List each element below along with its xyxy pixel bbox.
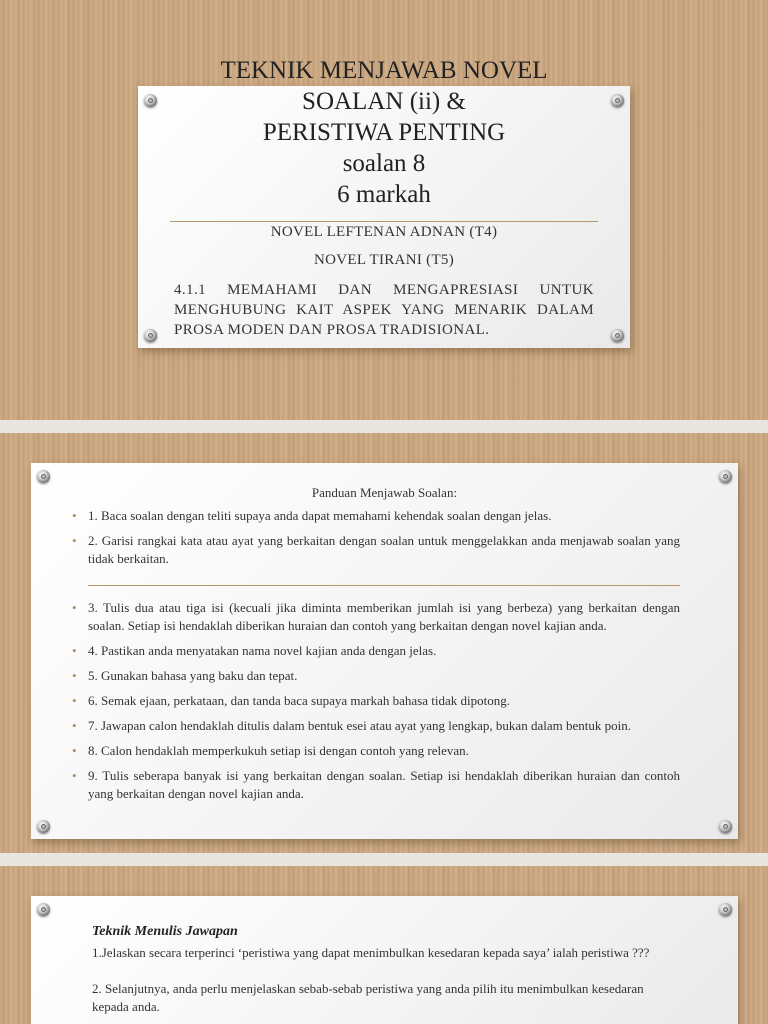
guide-list-top [72, 507, 680, 575]
bullet-icon: • [72, 643, 77, 658]
divider [170, 221, 598, 222]
slide-separator [0, 853, 768, 866]
list-item: • 3. Tulis dua atau tiga isi (kecuali jika diminta memberikan jumlah isi yang berbeza) yang berkaitan dengan soalan. Setiap isi hendaklah diberikan huraian dan contoh yang berkaitan dengan novel kajian anda. [72, 600, 680, 633]
guide-list-bottom [72, 599, 680, 810]
bullet-icon: • [72, 533, 77, 548]
subtitle-novel-t4: NOVEL LEFTENAN ADNAN (T4) [270, 224, 498, 240]
pushpin-icon [719, 470, 732, 483]
subtitle-novel-t5: NOVEL TIRANI (T5) [313, 252, 455, 268]
slide-1 [0, 0, 768, 420]
divider [88, 585, 680, 586]
title-line: soalan 8 [342, 150, 426, 177]
list-item: • 2. Garisi rangkai kata atau ayat yang berkaitan dengan soalan untuk menggelakkan anda menjawab soalan yang tidak berkaitan. [72, 533, 680, 566]
technique-title: Teknik Menulis Jawapan [92, 924, 238, 939]
pushpin-icon [37, 470, 50, 483]
guide-card [31, 463, 738, 839]
pushpin-icon [144, 329, 157, 342]
bullet-icon: • [72, 508, 77, 523]
technique-paragraph-2: 2. Selanjutnya, anda perlu menjelaskan sebab-sebab peristiwa yang anda pilih itu menimbulkan kesedaran kepada anda. [92, 981, 644, 1014]
list-item: • 7. Jawapan calon hendaklah ditulis dalam bentuk esei atau ayat yang lengkap, bukan dalam bentuk poin. [72, 718, 631, 733]
title-line: SOALAN (ii) & [302, 88, 466, 115]
bullet-icon: • [72, 743, 77, 758]
list-item: • 1. Baca soalan dengan teliti supaya anda dapat memahami kehendak soalan dengan jelas. [72, 508, 552, 523]
list-item: • 8. Calon hendaklah memperkukuh setiap isi dengan contoh yang relevan. [72, 743, 469, 758]
pushpin-icon [719, 903, 732, 916]
slide-title [0, 55, 768, 210]
learning-standard: 4.1.1 MEMAHAMI DAN MENGAPRESIASI UNTUK MENGHUBUNG KAIT ASPEK YANG MENARIK DALAM PROSA MODEN DAN PROSA TRADISIONAL. [174, 282, 594, 338]
bullet-icon: • [72, 718, 77, 733]
technique-paragraph-1: 1.Jelaskan secara terperinci ‘peristiwa yang dapat menimbulkan kesedaran kepada saya’ ialah peristiwa ??? [92, 945, 650, 960]
bullet-icon: • [72, 768, 77, 783]
title-line: 6 markah [337, 181, 431, 208]
slide-2 [0, 433, 768, 853]
pushpin-icon [719, 820, 732, 833]
bullet-icon: • [72, 693, 77, 708]
title-line: PERISTIWA PENTING [262, 119, 506, 146]
guide-heading: Panduan Menjawab Soalan: [311, 485, 458, 500]
slide-3 [0, 866, 768, 1024]
list-item: • 9. Tulis seberapa banyak isi yang berkaitan dengan soalan. Setiap isi hendaklah diberikan huraian dan contoh yang berkaitan dengan novel kajian anda. [72, 768, 680, 801]
pushpin-icon [37, 903, 50, 916]
pushpin-icon [611, 329, 624, 342]
list-item: • 4. Pastikan anda menyatakan nama novel kajian anda dengan jelas. [72, 643, 437, 658]
bullet-icon: • [72, 600, 77, 615]
technique-card [31, 896, 738, 1024]
pushpin-icon [37, 820, 50, 833]
title-line: TEKNIK MENJAWAB NOVEL [220, 57, 548, 84]
slide-separator [0, 420, 768, 433]
list-item: • 6. Semak ejaan, perkataan, dan tanda baca supaya markah bahasa tidak dipotong. [72, 693, 510, 708]
bullet-icon: • [72, 668, 77, 683]
list-item: • 5. Gunakan bahasa yang baku dan tepat. [72, 668, 298, 683]
